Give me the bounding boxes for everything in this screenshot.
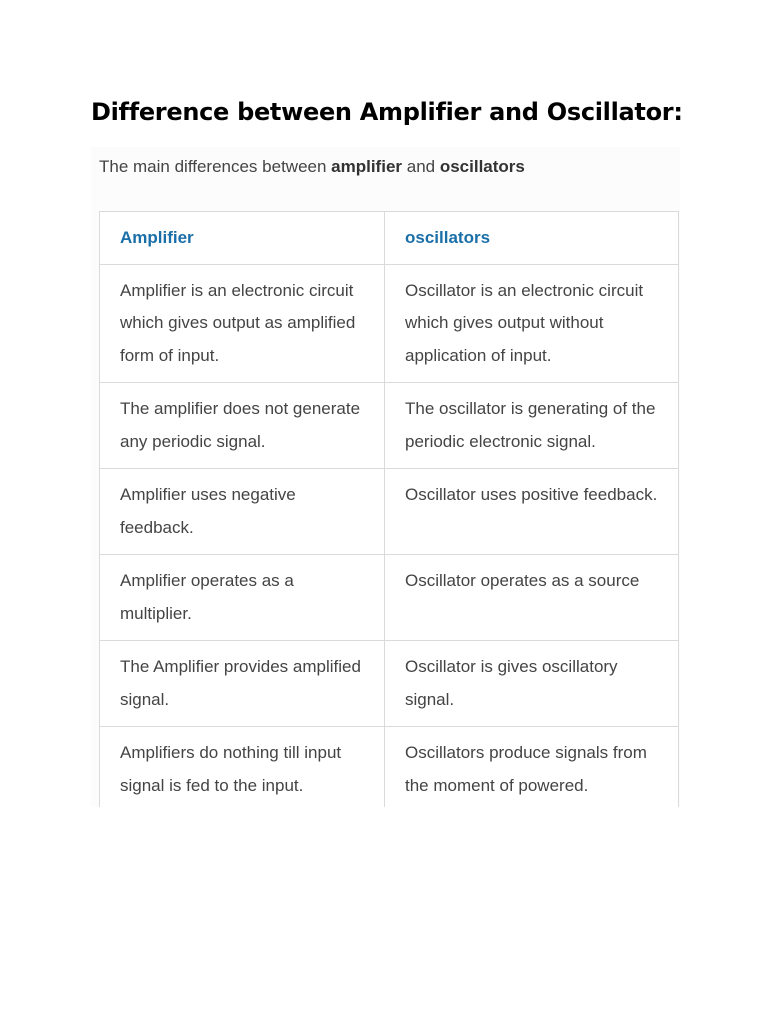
oscillator-cell: Oscillator uses positive feedback. <box>385 469 679 555</box>
embedded-screenshot <box>91 147 680 807</box>
intro-term-amplifier: amplifier <box>331 157 403 176</box>
amplifier-cell: Amplifier operates as a multiplier. <box>100 555 385 641</box>
amplifier-cell: Amplifiers do nothing till input signal is fed to the input. <box>100 727 385 808</box>
intro-prefix: The main differences between <box>99 157 332 176</box>
amplifier-cell: Amplifier is an electronic circuit which gives output as amplified form of input. <box>100 264 385 383</box>
table-row <box>100 469 679 555</box>
intro-middle: and <box>402 157 440 176</box>
table-row <box>100 264 679 383</box>
intro-text <box>99 153 525 181</box>
oscillator-cell: The oscillator is generating of the periodic electronic signal. <box>385 383 679 469</box>
table-row <box>100 641 679 727</box>
amplifier-cell: The amplifier does not generate any periodic signal. <box>100 383 385 469</box>
intro-term-oscillators: oscillators <box>439 157 525 176</box>
page-title: Difference between Amplifier and Oscillator: <box>91 98 683 126</box>
column-header-amplifier: Amplifier <box>100 212 385 265</box>
table-row <box>100 383 679 469</box>
amplifier-cell: Amplifier uses negative feedback. <box>100 469 385 555</box>
oscillator-cell: Oscillator is an electronic circuit which gives output without application of input. <box>385 264 679 383</box>
table-row <box>100 727 679 808</box>
table-header-row <box>100 212 679 265</box>
amplifier-cell: The Amplifier provides amplified signal. <box>100 641 385 727</box>
column-header-oscillators: oscillators <box>385 212 679 265</box>
oscillator-cell: Oscillator operates as a source <box>385 555 679 641</box>
table-row <box>100 555 679 641</box>
oscillator-cell: Oscillator is gives oscillatory signal. <box>385 641 679 727</box>
oscillator-cell: Oscillators produce signals from the moment of powered. <box>385 727 679 808</box>
comparison-table <box>99 211 679 807</box>
